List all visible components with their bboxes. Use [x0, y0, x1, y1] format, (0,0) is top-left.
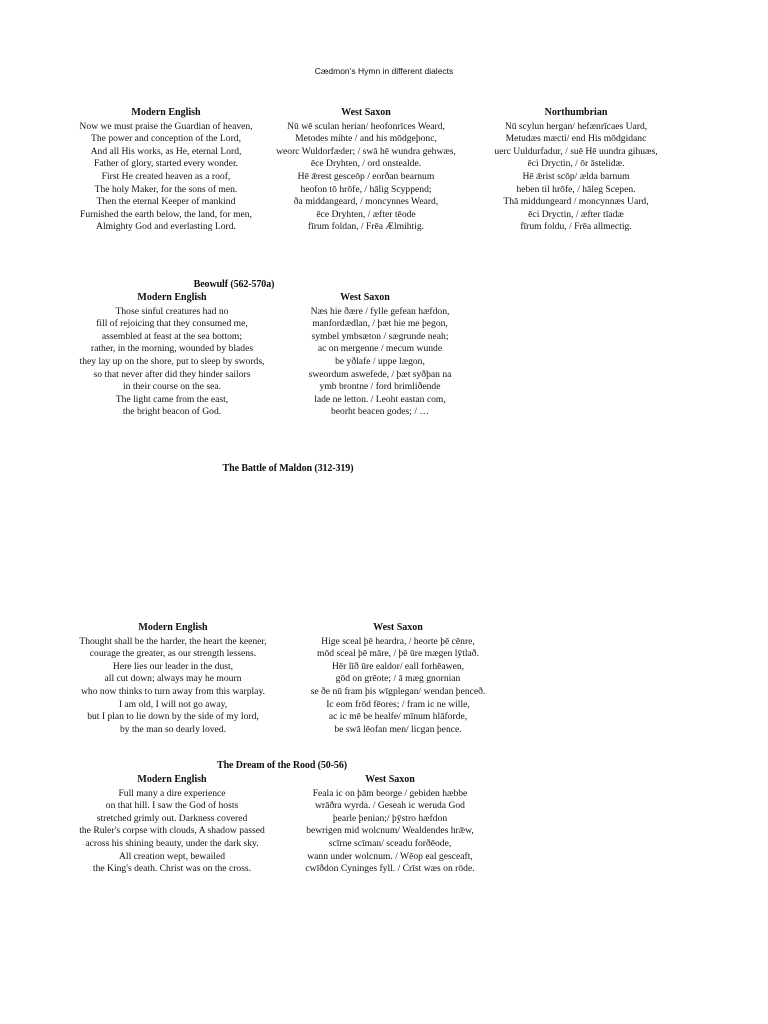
verse-line: so that never after did they hinder sailors	[93, 368, 251, 380]
verse-line: Næs hie ðære / fylle gefean hæfdon,	[310, 305, 450, 317]
verse-line: Almighty God and everlasting Lord.	[96, 221, 236, 233]
verse-line: rather, in the morning, wounded by blades	[90, 343, 254, 355]
column-heading: Modern English	[138, 622, 208, 633]
verse-line: by the man so dearly loved.	[119, 723, 227, 735]
verse-line: cwīðdon Cyninges fyll. / Crīst wæs on rōde.	[305, 863, 475, 875]
verse-lines	[62, 306, 282, 419]
caedmon-northumbrian-column	[474, 107, 678, 234]
verse-line: the bright beacon of God.	[122, 406, 222, 418]
verse-line: ēci Dryctin, / æfter tīadæ	[528, 208, 624, 220]
column-heading: West Saxon	[341, 107, 391, 118]
verse-line: The holy Maker, for the sons of men.	[94, 183, 238, 195]
verse-line: uerc Uuldurfadur, / suē Hē uundra gihuæs,	[494, 145, 658, 157]
verse-lines	[276, 788, 504, 876]
column-heading: Modern English	[137, 774, 207, 785]
verse-line: heofon tō hrōfe, / hālig Scyppend;	[300, 183, 432, 195]
verse-line: on that hill. I saw the God of hosts	[105, 800, 239, 812]
verse-lines	[60, 121, 272, 234]
verse-line: wann under wolcnum. / Wēop eal gesceaft,	[307, 850, 473, 862]
rood-westsaxon-column	[276, 774, 504, 876]
verse-line: bewrigen mid wolcnum/ Wealdendes hrǣw,	[306, 825, 474, 837]
verse-line: symbel ymbsæton / sægrunde neah;	[311, 330, 449, 342]
verse-lines	[56, 636, 290, 737]
verse-line: courage the greater, as our strength lessens.	[89, 648, 257, 660]
verse-line: beorht beacen godes; / …	[330, 406, 430, 418]
verse-line: the King's death. Christ was on the cross.	[92, 863, 252, 875]
verse-line: be swā lēofan men/ licgan þence.	[334, 723, 462, 735]
caedmon-westsaxon-column	[262, 107, 470, 234]
beowulf-westsaxon-column	[282, 292, 478, 419]
verse-line: assembled at feast at the sea bottom;	[101, 330, 243, 342]
verse-line: be yðlafe / uppe lægon,	[335, 355, 425, 367]
beowulf-modern-column	[62, 292, 282, 419]
verse-line: they lay up on the shore, put to sleep by swords,	[79, 355, 265, 367]
verse-line: ac on mergenne / mecum wunde	[317, 343, 443, 355]
verse-line: First He created heaven as a roof,	[101, 170, 231, 182]
maldon-westsaxon-column	[280, 622, 516, 736]
verse-line: ēce Dryhten, / ord onstealde.	[310, 158, 422, 170]
verse-line: ða middangeard, / moncynnes Weard,	[293, 196, 439, 208]
verse-line: The power and conception of the Lord,	[91, 133, 241, 145]
verse-line: Full many a dire experience	[118, 787, 226, 799]
verse-line: all cut down; always may he mourn	[104, 673, 242, 685]
verse-lines	[474, 121, 678, 234]
verse-line: Then the eternal Keeper of mankind	[96, 196, 236, 208]
verse-lines	[62, 788, 282, 876]
caedmon-modern-column	[60, 107, 272, 234]
verse-line: Those sinful creatures had no	[115, 305, 229, 317]
maldon-modern-column	[56, 622, 290, 736]
verse-line: All creation wept, bewailed	[118, 850, 226, 862]
verse-line: scīrne scīman/ sceadu forðēode,	[328, 837, 452, 849]
verse-line: Ic eom frōd fēores; / fram ic ne wille,	[326, 698, 470, 710]
verse-line: Metodes mihte / and his mōdgeþonc,	[295, 133, 437, 145]
verse-line: lade ne letton. / Leoht eastan com,	[314, 393, 446, 405]
verse-line: wrāðra wyrda. / Geseah ic weruda God	[315, 800, 465, 812]
verse-line: ēci Dryctin, / ōr āstelidæ.	[527, 158, 625, 170]
verse-line: I am old, I will not go away,	[118, 698, 228, 710]
verse-line: mōd sceal þē māre, / þē ūre mægen lȳtlað.	[317, 648, 479, 660]
verse-line: who now thinks to turn away from this warplay.	[80, 685, 266, 697]
verse-line: Furnished the earth below, the land, for men,	[79, 208, 253, 220]
verse-line: Thought shall be the harder, the heart the keener,	[79, 635, 267, 647]
verse-line: stretched grimly out. Darkness covered	[96, 812, 248, 824]
verse-line: And all His works, as He, eternal Lord,	[90, 145, 242, 157]
verse-line: but I plan to lie down by the side of my lord,	[87, 711, 259, 723]
verse-line: across his shining beauty, under the dark sky.	[85, 837, 259, 849]
verse-line: The light came from the east,	[115, 393, 229, 405]
verse-line: Here lies our leader in the dust,	[112, 660, 234, 672]
verse-line: heben til hrōfe, / hāleg Scepen.	[516, 183, 636, 195]
verse-line: sweordum aswefede, / þæt syðþan na	[308, 368, 452, 380]
verse-line: Nū scylun hergan/ hefænrīcaes Uard,	[504, 120, 648, 132]
verse-line: fīrum foldu, / Frēa allmectig.	[520, 221, 632, 233]
rood-title: The Dream of the Rood (50-56)	[217, 760, 347, 771]
rood-modern-column	[62, 774, 282, 876]
verse-line: Hige sceal þē heardra, / heorte þē cēnre,	[321, 635, 475, 647]
document-title: Cædmon’s Hymn in different dialects	[314, 66, 454, 76]
verse-line: in their course on the sea.	[122, 381, 222, 393]
column-heading: Northumbrian	[544, 107, 608, 118]
column-heading: West Saxon	[373, 622, 423, 633]
verse-line: Now we must praise the Guardian of heaven,	[79, 120, 253, 132]
verse-line: Nū wē sculan herian/ heofonrīces Weard,	[287, 120, 445, 132]
maldon-title: The Battle of Maldon (312-319)	[222, 463, 354, 474]
verse-line: Hē ǣrist scōp/ ælda barnum	[522, 170, 630, 182]
verse-line: Thā middungeard / moncynnæs Uard,	[503, 196, 649, 208]
verse-line: Hēr līð ūre ealdor/ eall forhēawen,	[331, 660, 465, 672]
verse-lines	[262, 121, 470, 234]
column-heading: Modern English	[131, 107, 201, 118]
column-heading: West Saxon	[340, 292, 390, 303]
verse-line: fill of rejoicing that they consumed me,	[96, 318, 248, 330]
verse-line: ēce Dryhten, / æfter tēode	[316, 208, 416, 220]
verse-lines	[280, 636, 516, 737]
verse-line: se ðe nū fram þis wīgplegan/ wendan þenceð.	[310, 685, 486, 697]
column-heading: Modern English	[137, 292, 207, 303]
verse-line: gōd on grēote; / ā mæg gnornian	[335, 673, 461, 685]
verse-line: fīrum foldan, / Frēa Ælmihtig.	[307, 221, 425, 233]
verse-line: ac ic mē be healfe/ mīnum hlāforde,	[328, 711, 468, 723]
verse-line: manfordædlan, / þæt hie me þegon,	[312, 318, 448, 330]
column-heading: West Saxon	[365, 774, 415, 785]
verse-line: Metudæs mæcti/ end His mōdgidanc	[505, 133, 647, 145]
verse-line: ymb brontne / ford brimliðende	[319, 381, 441, 393]
verse-line: þearle þenian;/ þȳstro hæfdon	[332, 812, 448, 824]
verse-line: the Ruler's corpse with clouds, A shadow passed	[79, 825, 265, 837]
verse-line: Hē ǣrest gesceōp / eorðan bearnum	[297, 170, 435, 182]
verse-line: Feala ic on þām beorge / gebiden hæbbe	[312, 787, 468, 799]
beowulf-title: Beowulf (562-570a)	[193, 279, 275, 290]
verse-lines	[282, 306, 478, 419]
verse-line: Father of glory, started every wonder.	[93, 158, 239, 170]
verse-line: weorc Wuldorfæder; / swā hē wundra gehwæs,	[276, 145, 456, 157]
